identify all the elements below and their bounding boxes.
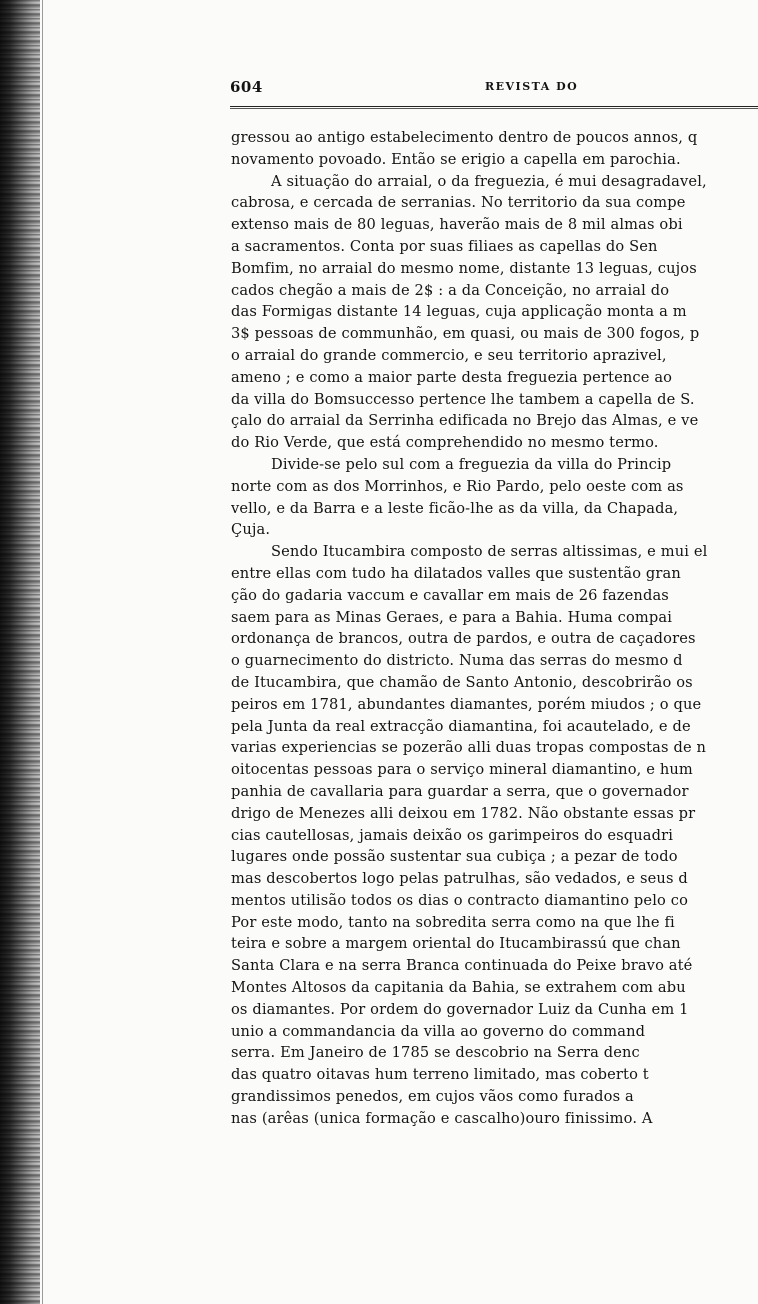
text-line: nas (arêas (unica formação e cascalho)ouro finissimo. A [231, 1109, 653, 1127]
text-line: ção do gadaria vaccum e cavallar em mais de 26 fazendas [231, 586, 669, 604]
running-title: REVISTA DO [485, 80, 579, 93]
text-line: varias experiencias se pozerão alli duas tropas compostas de n [231, 739, 707, 757]
text-line: entre ellas com tudo ha dilatados valles que sustentão gran [231, 564, 681, 582]
text-line: ameno ; e como a maior parte desta freguezia pertence ao [231, 368, 673, 386]
page-number: 604 [230, 78, 263, 96]
text-line: mentos utilisão todos os dias o contracto diamantino pelo co [231, 891, 689, 909]
text-line: Divide-se pelo sul com a freguezia da villa do Princip [271, 455, 672, 473]
text-line: pela Junta da real extracção diamantina, foi acautelado, e de [231, 717, 691, 735]
page-header [230, 78, 758, 102]
text-line: A situação do arraial, o da freguezia, é mui desagradavel, [271, 172, 707, 190]
text-line: peiros em 1781, abundantes diamantes, porém miudos ; o que [231, 695, 702, 713]
text-line: lugares onde possão sustentar sua cubiça ; a pezar de todo [231, 848, 678, 866]
header-rule [230, 106, 758, 109]
body-text [231, 127, 758, 1130]
text-line: o arraial do grande commercio, e seu territorio aprazivel, [231, 346, 667, 364]
text-line: serra. Em Janeiro de 1785 se descobrio na Serra denc [231, 1044, 640, 1062]
text-line: das quatro oitavas hum terreno limitado, mas coberto t [231, 1066, 649, 1084]
text-line: cados chegão a mais de 2$ : a da Conceição, no arraial do [231, 281, 670, 299]
text-line: panhia de cavallaria para guardar a serra, que o governador [231, 782, 689, 800]
text-line: gressou ao antigo estabelecimento dentro de poucos annos, q [231, 129, 698, 146]
text-line: Çuja. [231, 521, 271, 539]
text-line: o guarnecimento do districto. Numa das serras do mesmo d [231, 652, 683, 670]
text-line: Santa Clara e na serra Branca continuada do Peixe bravo até [231, 957, 693, 975]
text-line: os diamantes. Por ordem do governador Luiz da Cunha em 1 [231, 1000, 689, 1018]
text-line: de Itucambira, que chamão de Santo Antonio, descobrirão os [231, 673, 693, 691]
text-line: Bomfim, no arraial do mesmo nome, distante 13 leguas, cujos [231, 259, 697, 277]
binding-edge-line [42, 0, 43, 1304]
text-line: grandissimos penedos, em cujos vãos como furados a [231, 1088, 634, 1106]
text-line: Montes Altosos da capitania da Bahia, se extrahem com abu [231, 979, 686, 997]
text-line: novamento povoado. Então se erigio a capella em parochia. [231, 150, 681, 168]
text-line: a sacramentos. Conta por suas filiaes as capellas do Sen [231, 237, 658, 255]
text-line: cabrosa, e cercada de serranias. No territorio da sua compe [231, 194, 686, 212]
text-line: das Formigas distante 14 leguas, cuja applicação monta a m [231, 303, 687, 321]
text-line: mas descobertos logo pelas patrulhas, são vedados, e seus d [231, 870, 688, 888]
text-line: çalo do arraial da Serrinha edificada no Brejo das Almas, e ve [231, 412, 699, 430]
book-binding-gutter [0, 0, 40, 1304]
text-line: saem para as Minas Geraes, e para a Bahia. Huma compai [231, 608, 673, 626]
text-line: 3$ pessoas de communhão, em quasi, ou mais de 300 fogos, p [231, 325, 700, 343]
text-line: Por este modo, tanto na sobredita serra como na que lhe fi [231, 913, 675, 931]
text-line: ordonança de brancos, outra de pardos, e outra de caçadores [231, 630, 696, 648]
text-line: unio a commandancia da villa ao governo do command [231, 1022, 646, 1040]
text-line: drigo de Menezes alli deixou em 1782. Não obstante essas pr [231, 804, 696, 822]
text-line: cias cautellosas, jamais deixão os garimpeiros do esquadri [231, 826, 674, 844]
text-line: vello, e da Barra e a leste ficão-lhe as da villa, da Chapada, [231, 499, 679, 517]
text-line: oitocentas pessoas para o serviço mineral diamantino, e hum [231, 761, 693, 779]
text-line: extenso mais de 80 leguas, haverão mais de 8 mil almas obi [231, 216, 683, 234]
text-line: da villa do Bomsuccesso pertence lhe tambem a capella de S. [231, 390, 695, 408]
text-line: norte com as dos Morrinhos, e Rio Pardo, pelo oeste com as [231, 477, 684, 495]
text-line: do Rio Verde, que está comprehendido no mesmo termo. [231, 434, 659, 452]
text-line: teira e sobre a margem oriental do Itucambirassú que chan [231, 935, 681, 953]
text-line: Sendo Itucambira composto de serras altissimas, e mui el [271, 543, 708, 561]
